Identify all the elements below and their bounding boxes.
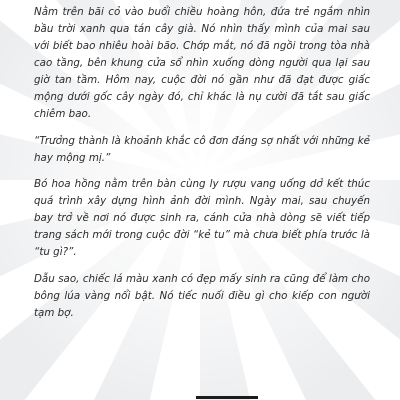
paragraph-4: Dẫu sao, chiếc lá màu xanh có đẹp mấy sinh ra cũng để làm cho bông lúa vàng nổi bật. Nó tiếc nuối điều gì cho kiếp con người tạm bợ. xyxy=(34,273,370,319)
paragraph-1: Nằm trên bãi cỏ vào buổi chiều hoàng hôn, đứa trẻ ngắm nhìn bầu trời xanh qua tán cây già. Nó nhìn thấy mình của mai sau với biết bao nhiêu hoài bão. Chớp mắt, nó đã ngồi trong tòa nhà cao tầng, bên khung cửa sổ nhìn xuống dòng người qua lại sau giờ tan tầm. Hôm nay, cuộc đời nó gần như đã đạt được giấc mộng dưới gốc cây ngày đó, chỉ khác là nụ cười đã tắt sau giấc chiêm bao. xyxy=(34,6,370,120)
paragraph-3: Bó hoa hồng nằm trên bàn cùng ly rượu vang uống dở kết thúc quá trình xây dựng hình ảnh đời mình. Ngày mai, sau chuyến bay trở về nơi nó được sinh ra, cánh cửa nhà dòng sẽ viết tiếp trang sách mới trong cuộc đời “kẻ tu” mà chưa biết phía trước là “tu gì?”. xyxy=(34,178,370,258)
footer-bar xyxy=(196,396,258,399)
quote-paragraph: “Trưởng thành là khoảnh khắc cô đơn đáng sợ nhất với những kẻ hay mộng mị.” xyxy=(34,135,370,164)
document-body xyxy=(34,4,370,332)
